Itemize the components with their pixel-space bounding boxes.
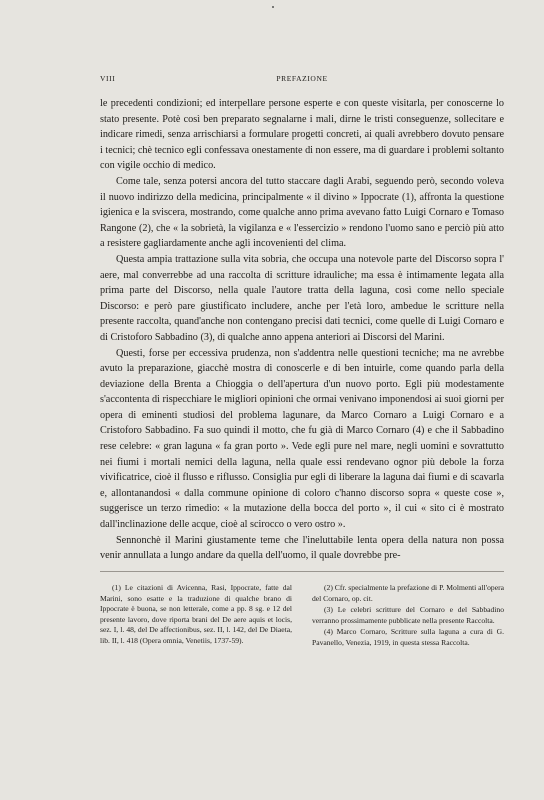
body-text xyxy=(100,96,504,564)
paragraph-2: Come tale, senza potersi ancora del tutto staccare dagli Arabi, seguendo però, secondo voleva il nuovo indirizzo della medicina, principalmente « il divino » Ippocrate (1), affronta la questione igienica e la sviscera, mostrando, come qualche anno prima avevano fatto Luigi Cornaro e Tomaso Rangone (2), che « la sobrietà, la vigilanza e « l'essercizio » rendono l'uomo sano e perciò più atto a resistere gagliardamente anche agli incovenienti del clima. xyxy=(100,175,504,250)
footnote-1: (1) Le citazioni di Avicenna, Rasi, Ippocrate, fatte dal Marini, sono esatte e la traduzione di qualche brano di Ippocrate è buona, se non letterale, come a pp. 8 sg. e 12 del presente lavoro, dove riporta brani del De aere aquis et locis, sez. I, l. 48, del De affectionibus, sez. II, l. 142, del De Diaeta, lib. II, l. 418 (Opera omnia, Venetiis, 1737-59). xyxy=(100,583,292,645)
scan-speck xyxy=(272,6,274,8)
paragraph-5: Sennonchè il Marini giustamente teme che l'ineluttabile lenta opera della natura non possa venir annullata a lungo andare da quella dell'uomo, il quale dovrebbe pre- xyxy=(100,534,504,562)
footnote-3: (3) Le celebri scritture del Cornaro e del Sabbadino verranno prossimamente pubblicate nella presente Raccolta. xyxy=(312,605,504,625)
footnotes-right-column xyxy=(312,583,504,650)
footnote-divider xyxy=(100,571,504,572)
paragraph-3: Questa ampia trattazione sulla vita sobria, che occupa una notevole parte del Discorso sopra l' aere, mal converrebbe ad una raccolta di scritture idrauliche; ma essa è intimamente legata alla prima parte del Discorso, nella quale l'autore tratta della laguna, così come nello speciale Discorso: e però pare giustificato includere, anche per l'età loro, ambedue le scritture nella presente raccolta, quand'anche non contengano precisi dati tecnici, come quelle di Luigi Cornaro e di Cristoforo Sabbadino (3), di qualche anno appena anteriori ai Discorsi del Marini. xyxy=(100,253,504,343)
page-number: VIII xyxy=(100,74,116,83)
footnote-2: (2) Cfr. specialmente la prefazione di P. Molmenti all'opera del Cornaro, op. cit. xyxy=(312,583,504,603)
running-title: PREFAZIONE xyxy=(276,74,328,83)
paragraph-1: le precedenti condizioni; ed interpellare persone esperte e con queste visitarla, per conoscerne lo stato presente. Potè così ben preparato segnalarne i mali, dirne le tristi conseguenze, sollecitare e indicare rimedi, senza arrischiarsi a formulare progetti concreti, ai quali avrebbero dovuto pensare i tecnici; chè tecnico egli confessava onestamente di non essere, ma di guardare i problemi soltanto con vigile occhio di medico. xyxy=(100,98,504,172)
footnote-4: (4) Marco Cornaro, Scritture sulla laguna a cura di G. Pavanello, Venezia, 1919, in questa stessa Raccolta. xyxy=(312,627,504,647)
paragraph-4: Questi, forse per eccessiva prudenza, non s'addentra nelle questioni tecniche; ma ne avrebbe avuto la preparazione, giacchè mostra di conoscerle e di ben intuirle, come quando parla della deviazione della Brenta a Chioggia o dell'apertura d'un nuovo porto. Egli più modestamente s'accontenta di rispecchiare le migliori opinioni che ormai venivano imponendosi ai suoi giorni per opera di eminenti studiosi del problema lagunare, da Marco Cornaro a Luigi Cornaro e a Cristoforo Sabbadino. Fa suo quindi il motto, che fu già di Marco Cornaro (4) e che il Sabbadino rese celebre: « gran laguna « fa gran porto ». Vede egli pure nel mare, negli uomini e sovrattutto nei fiumi i mortali nemici della laguna, nella quale essi rendevano ognor più debole la forza vivificatrice, cioè il flusso e riflusso. Consiglia pur egli di liberare la laguna dai fiumi e di scavarla e, allontanandosi « dalla commune opinione di coloro c'hanno discorso sopra « queste cose », suggerisce un terzo rimedio: « la mutazione della bocca del porto », il cui « sito ci è mostrato dall'inclinazione delle acque, cioè al scirocco o vero ostro ». xyxy=(100,347,504,531)
footnotes-left-column xyxy=(100,583,292,648)
